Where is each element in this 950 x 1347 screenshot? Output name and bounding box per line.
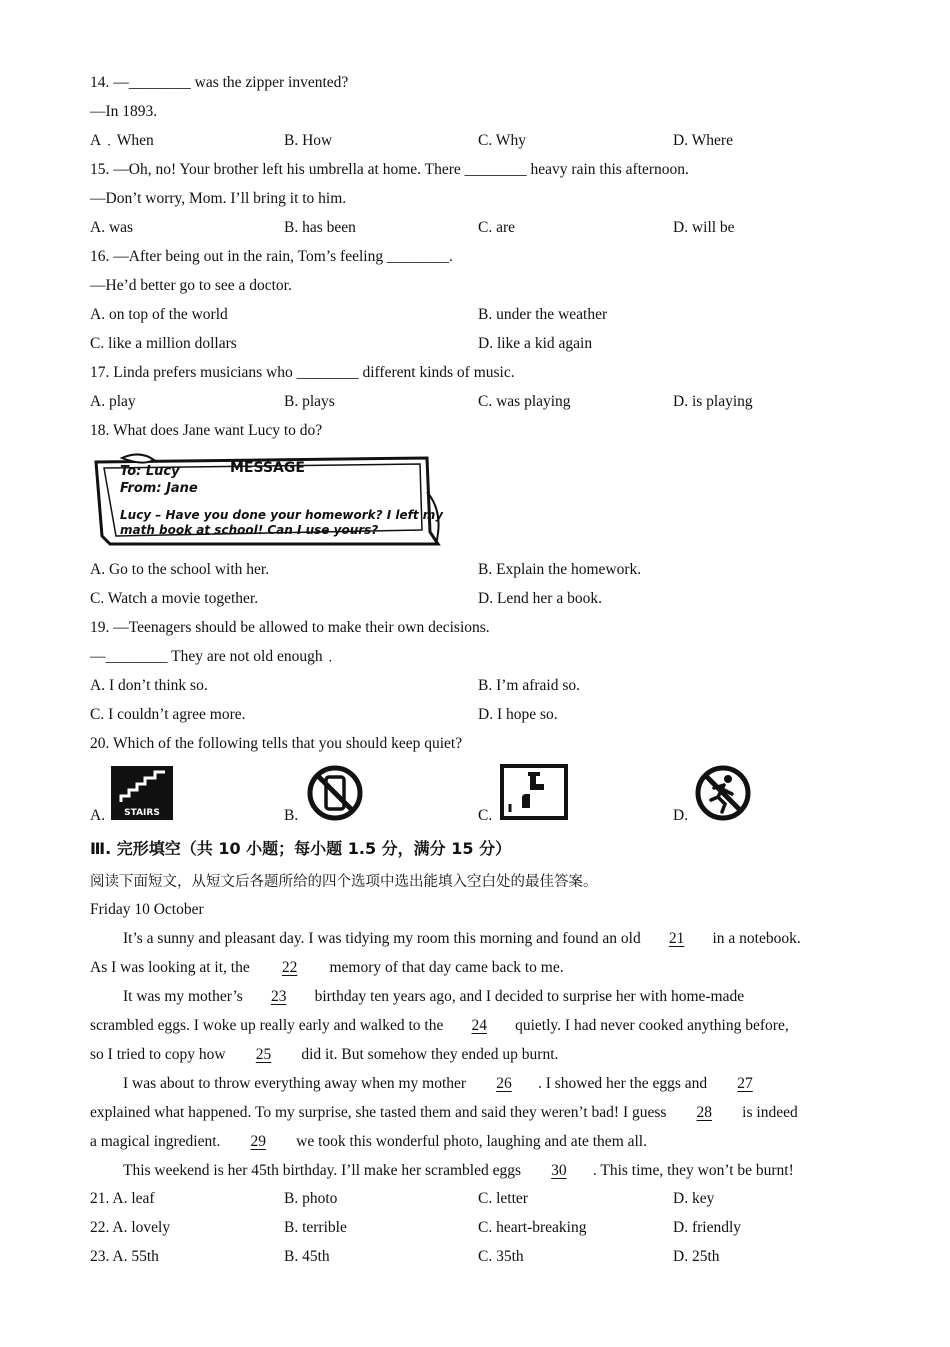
passage-text: we took this wonderful photo, laughing and ate them all. [292,1133,647,1150]
q14-stem: 14. —________ was the zipper invented? [90,74,349,91]
q22-option-d[interactable]: D. friendly [673,1219,742,1236]
q15-stem: 15. —Oh, no! Your brother left his umbrella at home. There ________ heavy rain this afternoon. [90,161,689,178]
blank-22[interactable]: 22 [281,959,298,976]
q16-option-a[interactable]: A. on top of the world [90,306,228,323]
q21-option-c[interactable]: C. letter [478,1190,528,1207]
passage-text: explained what happened. To my surprise, she tasted them and said they weren’t bad! I guess [90,1104,671,1121]
q19-reply: —________ They are not old enough﹒ [90,648,339,665]
blank-26[interactable]: 26 [496,1075,512,1092]
q17-stem: 17. Linda prefers musicians who ________ different kinds of music. [90,364,515,381]
q18-option-c[interactable]: C. Watch a movie together. [90,590,259,607]
passage-text: As I was looking at it, the [90,959,254,976]
message-heading: MESSAGE [230,460,305,476]
section-3-instruction: 阅读下面短文，从短文后各题所给的四个选项中选出能填入空白处的最佳答案。 [90,874,598,890]
message-note-image [92,452,444,548]
q16-stem: 16. —After being out in the rain, Tom’s feeling ________. [90,248,453,265]
q17-option-b[interactable]: B. plays [284,393,335,410]
q15-option-b[interactable]: B. has been [284,219,356,236]
stairs-sign-icon [111,766,173,820]
q17-option-c[interactable]: C. was playing [478,393,571,410]
passage-text: birthday ten years ago, and I decided to surprise her with home-made [310,988,745,1005]
q16-option-b[interactable]: B. under the weather [478,306,608,323]
q16-option-c[interactable]: C. like a million dollars [90,335,237,352]
blank-25[interactable]: 25 [255,1046,272,1063]
message-body-line1: Lucy – Have you done your homework? I left my [120,508,444,522]
q20-option-b[interactable]: B. [284,807,299,824]
q16-option-d[interactable]: D. like a kid again [478,335,593,352]
q23-option-b[interactable]: B. 45th [284,1248,330,1265]
blank-29[interactable]: 29 [250,1133,267,1150]
q22-option-c[interactable]: C. heart-breaking [478,1219,587,1236]
q15-option-a[interactable]: A. was [90,219,134,236]
q14-option-d[interactable]: D. Where [673,132,733,149]
blank-21[interactable]: 21 [668,930,685,947]
q20-stem: 20. Which of the following tells that you should keep quiet? [90,735,463,752]
q21-option-d[interactable]: D. key [673,1190,715,1207]
message-to: To: Lucy [120,464,180,479]
q17-option-d[interactable]: D. is playing [673,393,753,410]
q19-option-a[interactable]: A. I don’t think so. [90,677,208,694]
q22-option-b[interactable]: B. terrible [284,1219,347,1236]
q17-option-a[interactable]: A. play [90,393,136,410]
q20-option-c[interactable]: C. [478,807,493,824]
stairs-sign-label: STAIRS [124,808,160,818]
q19-option-b[interactable]: B. I’m afraid so. [478,677,581,694]
q18-stem: 18. What does Jane want Lucy to do? [90,422,323,439]
passage-text: in a notebook. [708,930,801,947]
q18-option-a[interactable]: A. Go to the school with her. [90,561,270,578]
q19-option-c[interactable]: C. I couldn’t agree more. [90,706,246,723]
q19-stem: 19. —Teenagers should be allowed to make their own decisions. [90,619,490,636]
q15-option-d[interactable]: D. will be [673,219,735,236]
passage-text: a magical ingredient. [90,1133,225,1150]
passage-paragraph-4 [90,1156,860,1185]
passage-text: This weekend is her 45th birthday. I’ll make her scrambled eggs [123,1162,525,1179]
passage-paragraph-1 [90,924,860,982]
q21-option-b[interactable]: B. photo [284,1190,338,1207]
q16-reply: —He’d better go to see a doctor. [90,277,292,294]
section-3-title: Ⅲ. 完形填空（共 10 小题；每小题 1.5 分，满分 15 分） [90,839,512,858]
q23-option-a[interactable]: 23. A. 55th [90,1248,159,1265]
blank-30[interactable]: 30 [551,1162,567,1179]
passage-paragraph-3 [90,1069,860,1156]
passage-text: so I tried to copy how [90,1046,230,1063]
blank-27[interactable]: 27 [737,1075,753,1092]
passage-text: . This time, they won’t be burnt! [592,1162,794,1179]
blank-23[interactable]: 23 [270,988,287,1005]
q15-option-c[interactable]: C. are [478,219,516,236]
passage-text: did it. But somehow they ended up burnt. [297,1046,559,1063]
no-running-sign-icon [694,764,752,822]
q22-option-a[interactable]: 22. A. lovely [90,1219,171,1236]
message-body-line2: math book at school! Can I use yours? [120,523,379,537]
passage-date: Friday 10 October [90,901,204,918]
q14-option-c[interactable]: C. Why [478,132,526,149]
q18-option-b[interactable]: B. Explain the homework. [478,561,642,578]
q14-reply: —In 1893. [90,103,158,120]
passage-text: It was my mother’s [123,988,247,1005]
q14-option-a[interactable]: A﹒When [90,132,154,149]
q20-option-d[interactable]: D. [673,807,689,824]
passage-text: It’s a sunny and pleasant day. I was tidying my room this morning and found an old [123,930,645,947]
passage-text: scrambled eggs. I woke up really early and walked to the [90,1017,448,1034]
q23-option-c[interactable]: C. 35th [478,1248,524,1265]
blank-24[interactable]: 24 [471,1017,487,1034]
q23-option-d[interactable]: D. 25th [673,1248,720,1265]
no-phone-sign-icon [306,764,364,822]
passage-text: is indeed [738,1104,798,1121]
message-from: From: Jane [120,481,198,496]
passage-text: I was about to throw everything away when my mother [123,1075,470,1092]
q15-reply: —Don’t worry, Mom. I’ll bring it to him. [90,190,347,207]
q14-option-b[interactable]: B. How [284,132,333,149]
q21-option-a[interactable]: 21. A. leaf [90,1190,155,1207]
tap-water-sign-icon [500,764,568,820]
passage-text: . I showed her the eggs and [537,1075,711,1092]
passage-paragraph-2 [90,982,860,1069]
blank-28[interactable]: 28 [696,1104,713,1121]
q18-option-d[interactable]: D. Lend her a book. [478,590,602,607]
q19-option-d[interactable]: D. I hope so. [478,706,558,723]
q20-option-a[interactable]: A. [90,807,106,824]
passage-text: quietly. I had never cooked anything before, [511,1017,789,1034]
passage-text: memory of that day came back to me. [325,959,564,976]
